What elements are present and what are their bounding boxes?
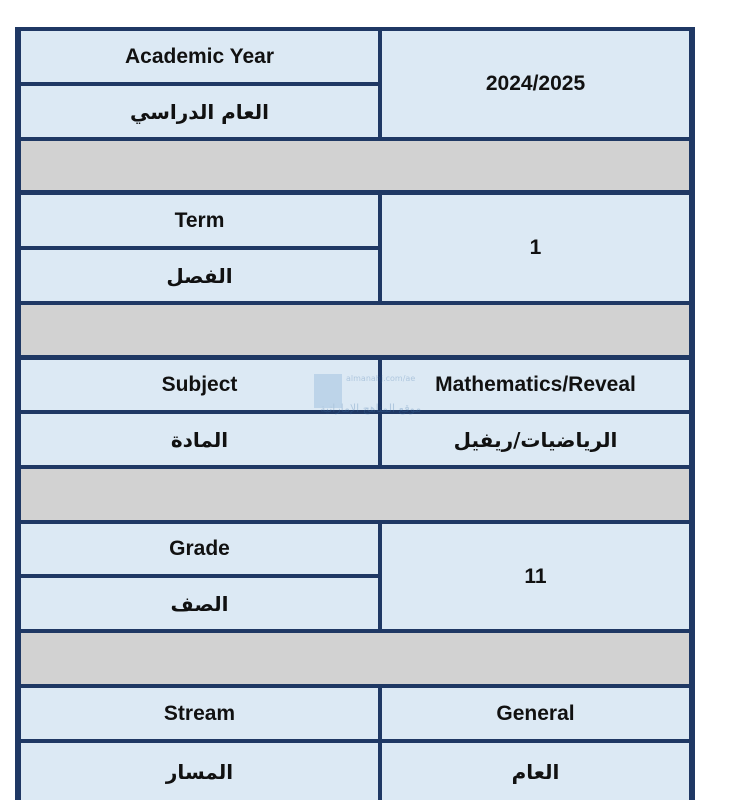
- separator-row: [21, 469, 689, 520]
- subject-label-en: Subject: [21, 360, 378, 410]
- subject-label-ar: المادة: [21, 414, 378, 465]
- separator-row: [21, 141, 689, 190]
- stream-label-en: Stream: [21, 688, 378, 739]
- subject-value-ar: الرياضيات/ريفيل: [382, 414, 689, 465]
- academic-year-label-ar: العام الدراسي: [21, 86, 378, 137]
- grade-label-ar: الصف: [21, 578, 378, 629]
- term-label-en: Term: [21, 195, 378, 246]
- stream-value-en: General: [382, 688, 689, 739]
- academic-year-value: 2024/2025: [382, 31, 689, 137]
- grade-value: 11: [382, 524, 689, 629]
- subject-value-en: Mathematics/Reveal: [382, 360, 689, 410]
- info-table: [15, 27, 695, 800]
- term-value: 1: [382, 195, 689, 301]
- stream-value-ar: العام: [382, 743, 689, 800]
- stream-label-ar: المسار: [21, 743, 378, 800]
- watermark-name: موقع المناهج الإماراتية: [320, 402, 422, 415]
- academic-year-label-en: Academic Year: [21, 31, 378, 82]
- separator-row: [21, 633, 689, 684]
- watermark-site: almanahj.com/ae: [346, 374, 416, 383]
- grade-label-en: Grade: [21, 524, 378, 574]
- separator-row: [21, 305, 689, 355]
- term-label-ar: الفصل: [21, 250, 378, 301]
